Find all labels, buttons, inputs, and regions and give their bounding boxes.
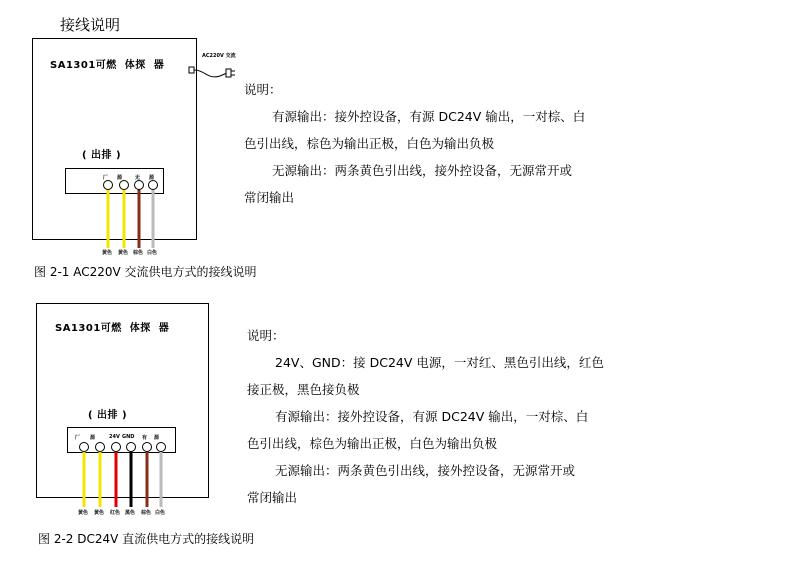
note-line: 色引出线，棕色为输出正极，白色为输出负极 — [244, 136, 495, 151]
figure-caption-1: 图 2-1 AC220V 交流供电方式的接线说明 — [34, 265, 257, 279]
wire-label: 棕色 — [133, 250, 144, 256]
terminal-label: 24V — [109, 434, 120, 440]
note-line: 有源输出：接外控设备，有源 DC24V 输出，一对棕、白 — [272, 109, 586, 124]
terminal-screw — [96, 443, 105, 452]
terminal-screw — [127, 443, 136, 452]
note-line: 常闭输出 — [247, 490, 298, 505]
note-line: 有源输出：接外控设备，有源 DC24V 输出，一对棕、白 — [275, 409, 589, 424]
terminal-label: GND — [122, 434, 135, 440]
page-heading: 接线说明 — [60, 16, 121, 34]
note-line: 无源输出：两条黄色引出线，接外控设备，无源常开或 — [272, 163, 573, 178]
wire-label: 红色 — [110, 510, 121, 516]
terminal-screw — [80, 443, 89, 452]
terminal-screw — [157, 443, 166, 452]
note-line: 常闭输出 — [244, 190, 295, 205]
terminal-label: 厂 — [103, 175, 109, 181]
power-tag-1: AC220V 交流 — [202, 53, 236, 59]
wire-label: 黑色 — [125, 510, 136, 516]
notes-2 — [247, 322, 604, 511]
wire-label: 棕色 — [141, 510, 152, 516]
wire-label: 黄色 — [118, 250, 129, 256]
output-label-2: ( 出排 ) — [88, 410, 128, 421]
wire-label: 黄色 — [94, 510, 105, 516]
notes-title: 说明： — [247, 328, 285, 343]
wire-label: 黄色 — [102, 250, 113, 256]
wire-label: 白色 — [147, 250, 158, 256]
terminal-screw — [112, 443, 121, 452]
terminal-screw — [143, 443, 152, 452]
output-label-1: ( 出排 ) — [82, 150, 122, 161]
note-line: 无源输出：两条黄色引出线，接外控设备，无源常开或 — [275, 463, 576, 478]
figure-caption-2: 图 2-2 DC24V 直流供电方式的接线说明 — [38, 532, 255, 546]
note-line: 24V、GND：接 DC24V 电源，一对红、黑色引出线，红色 — [275, 355, 604, 370]
terminal-label: 无 — [135, 175, 141, 181]
notes-title: 说明： — [244, 82, 282, 97]
device-label-2: SA1301可燃 体探 器 — [55, 323, 170, 334]
terminal-label: 源 — [154, 435, 160, 441]
wire-label: 黄色 — [78, 510, 89, 516]
note-line: 接正极，黑色接负极 — [247, 382, 360, 397]
device-label-1: SA1301可燃 体探 器 — [50, 60, 165, 71]
terminal-label: 厂 — [75, 435, 81, 441]
terminal-label: 有 — [142, 435, 148, 441]
note-line: 色引出线，棕色为输出正极，白色为输出负极 — [247, 436, 498, 451]
terminal-label: 源 — [117, 175, 123, 181]
terminal-label: 源 — [149, 175, 155, 181]
wire-label: 白色 — [155, 510, 166, 516]
terminal-label: 源 — [90, 435, 96, 441]
